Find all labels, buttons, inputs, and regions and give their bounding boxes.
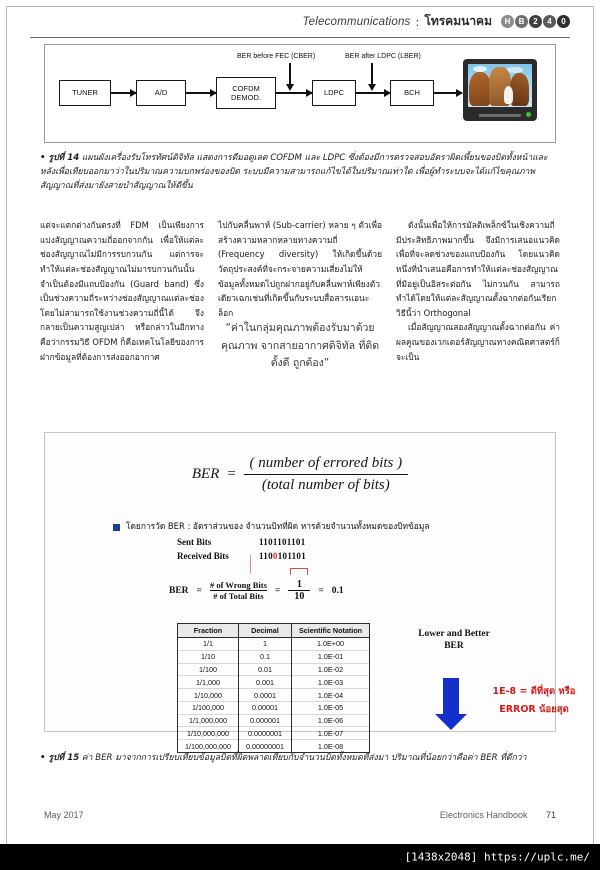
cell-decimal: 0.1: [238, 650, 291, 663]
ber-definition-line: [113, 521, 429, 533]
calc-result: 0.1: [331, 585, 344, 596]
received-bits-error-bit: 0: [272, 551, 278, 561]
page-footer: [44, 810, 556, 824]
cell-scientific: 1.0E-07: [291, 727, 369, 740]
bits-comparison: [177, 537, 306, 565]
received-bits-value: [259, 551, 306, 561]
figure-14-caption-label: • รูปที่ 14: [40, 153, 80, 163]
body-column-3-paragraph-1: ดังนั้นเพื่อให้การมัลติเพล็กซ์ในเชิงความถี่มีประสิทธิภาพมากขึ้น จึงมีการเสนอแนวคิดเพื่อที่จะลดช่วงของแถบป้องกัน โดยแนวคิดหนึ่งที่นำเสนอคือการทำให้แต่ละช่องสัญญาณที่มีอยู่เป็นอิสระต่อกัน ไม่กวนกัน สามารถทำได้โดยให้แต่ละสัญญาณตั้งฉากต่อกันเรียกวิธีนี้ว่า Orthogonal: [396, 220, 560, 318]
arrow-ad-to-cofdm: [186, 92, 216, 94]
error-bracket-icon: [290, 568, 308, 575]
tv-figure-white: [504, 86, 514, 103]
table-header-row: [178, 624, 370, 638]
tv-figure-left: [469, 72, 491, 106]
table-row: [178, 714, 370, 727]
body-columns: [40, 218, 560, 408]
bullet-square-icon: [113, 524, 120, 531]
arrow-cber-pointer: [289, 63, 291, 85]
cell-decimal: 1: [238, 638, 291, 651]
calc-denominator-words: # of Total Bits: [213, 591, 264, 602]
cell-fraction: 1/100,000: [178, 701, 239, 714]
cell-decimal: 0.0000001: [238, 727, 291, 740]
table-row: [178, 701, 370, 714]
table-row: [178, 689, 370, 702]
footer-issue-date: May 2017: [44, 810, 84, 820]
header-english-title: Telecommunications: [302, 15, 411, 28]
sent-bits-label: Sent Bits: [177, 537, 212, 547]
ber-formula-fraction: [244, 455, 409, 494]
badge-letter-3: 2: [529, 15, 542, 28]
figure-15-caption-text: ค่า BER มาจากการเปรียบเทียบข้อมูลบิตที่ผิดพลาดเทียบกับจำนวนบิตทั้งหมดที่ส่งมา ปริมาณที่น้อยกว่าคือค่า BER ที่ดีกว่า: [81, 753, 527, 763]
table-row: [178, 676, 370, 689]
body-column-1-text: แต่จะแตกต่างกันตรงที่ FDM เป็นเพียงการแบ่งสัญญาณความถี่ออกจากกัน เพื่อให้แต่ละช่องสัญญาณไม่มีการรบกวนกัน แต่การจะทำให้แต่ละช่องสัญญาณไม่มารบกวนกันนั้น จำเป็นต้องมีแถบป้องกัน (Guard band) ซึ่งเป็นช่วงความถี่ระหว่างช่องสัญญาณแต่ละช่องโดยไม่สามารถใช้งานช่วงความถี่นี้ได้ จึงกลายเป็นความสูญเปล่า หรือกล่าวในอีกทางคือว่ากรรมวิธี OFDM ก็คือเทคโนโลยีของการฝากข้อมูลที่ต้องการส่งออกอากาศ: [40, 220, 204, 362]
arrow-ldpc-to-bch: [356, 92, 390, 94]
table-row: [178, 650, 370, 663]
cell-decimal: 0.00000001: [238, 740, 291, 753]
calc-numerator-number: 1: [296, 579, 302, 590]
cell-scientific: 1.0E-04: [291, 689, 369, 702]
body-column-3-paragraph-2: เมื่อสัญญาณสองสัญญาณตั้งฉากต่อกัน ค่าผลคูณของเวกเตอร์สัญญาณทางคณิตศาสตร์ก็จะเป็น: [396, 322, 560, 362]
cell-scientific: 1.0E-03: [291, 676, 369, 689]
television-illustration: [463, 59, 537, 121]
tv-speaker-bar: [479, 114, 521, 117]
cell-fraction: 1/100: [178, 663, 239, 676]
header-title-group: [302, 12, 570, 31]
best-ber-note-line-1: 1E-8 = ดีที่สุด หรือ: [492, 686, 576, 697]
ber-formula-equals: =: [226, 466, 237, 483]
sent-bits-row: [177, 537, 306, 547]
block-tuner: TUNER: [59, 80, 111, 106]
cell-fraction: 1/100,000,000: [178, 740, 239, 753]
arrow-lber-pointer: [371, 63, 373, 85]
cell-fraction: 1/1: [178, 638, 239, 651]
tv-screen: [468, 64, 532, 107]
ber-formula: [45, 455, 555, 494]
table-row: [178, 663, 370, 676]
body-column-2-text: ไปกับคลื่นพาห์ (Sub-carrier) หลาย ๆ ตัวเพื่อสร้างความหลากหลายทางความถี่ (Frequency diversity) ให้เกิดขึ้นด้วยวัตถุประสงค์ที่จะกระจายความเสี่ยงไม่ให้ข้อมูลทั้งหมดไปถูกฝากอยู่กับคลื่นพาห์เพียงตัวเดียวเฉกเช่นที่เกิดขึ้นกับระบบสื่อสารแอนะล็อก: [218, 220, 382, 318]
calc-equals-1: =: [196, 585, 202, 596]
tv-cloud-left: [473, 66, 487, 72]
cell-fraction: 1/1,000: [178, 676, 239, 689]
figure-14-block-diagram: [44, 44, 556, 143]
figure-14-caption: [40, 152, 560, 194]
watermark-bar: [0, 844, 600, 870]
table-header-scientific: Scientific Notation: [291, 624, 369, 638]
tv-power-led: [526, 112, 531, 117]
figure-15-caption: [40, 752, 560, 766]
table-header-decimal: Decimal: [238, 624, 291, 638]
ber-formula-numerator: ( number of errored bits ): [249, 455, 403, 471]
table-row: [178, 740, 370, 753]
sent-bits-value: 1101101101: [259, 537, 306, 547]
cell-decimal: 0.001: [238, 676, 291, 689]
arrow-tuner-to-ad: [111, 92, 136, 94]
cell-scientific: 1.0E-01: [291, 650, 369, 663]
table-row: [178, 638, 370, 651]
footer-right-group: [440, 810, 556, 820]
arrow-cofdm-to-ldpc: [276, 92, 312, 94]
ber-formula-denominator: (total number of bits): [261, 477, 390, 494]
tv-figure-right: [510, 73, 529, 106]
ber-calculation: [169, 579, 344, 602]
calc-denominator-number: 10: [294, 591, 305, 603]
calc-numerator-words: # of Wrong Bits: [209, 580, 267, 590]
cell-fraction: 1/10,000,000: [178, 727, 239, 740]
cell-scientific: 1.0E+00: [291, 638, 369, 651]
cell-fraction: 1/10,000: [178, 689, 239, 702]
downward-arrow-icon: [443, 678, 459, 714]
annotation-cber: BER before FEC (CBER): [237, 53, 316, 60]
page-header: [30, 12, 570, 38]
table-body: [178, 638, 370, 753]
ber-notation-table: [177, 623, 370, 753]
cell-scientific: 1.0E-05: [291, 701, 369, 714]
ber-formula-lhs: BER: [191, 466, 220, 483]
body-column-1: [40, 218, 204, 408]
received-bits-suffix: 101101: [277, 551, 307, 561]
calc-equals-3: =: [318, 585, 324, 596]
calc-equals-2: =: [274, 585, 281, 596]
received-bits-prefix: 110: [259, 551, 273, 561]
received-bits-row: [177, 551, 306, 561]
figure-15-caption-label: • รูปที่ 15: [40, 753, 80, 763]
footer-publication: Electronics Handbook: [439, 810, 528, 820]
arrow-bch-to-tv: [434, 92, 462, 94]
header-separator: :: [415, 14, 420, 29]
badge-letter-5: 0: [557, 15, 570, 28]
badge-letter-2: B: [515, 15, 528, 28]
calc-lhs: BER: [169, 585, 189, 596]
received-bits-label: Received Bits: [177, 551, 229, 561]
calc-fraction-words: [210, 580, 267, 601]
lower-better-ber-note: Lower and Better BER: [418, 629, 490, 651]
block-ad: A/D: [136, 80, 186, 106]
best-ber-note: [469, 683, 599, 719]
magazine-badge: [501, 15, 570, 28]
table-header-fraction: Fraction: [178, 624, 239, 638]
cell-decimal: 0.00001: [238, 701, 291, 714]
cell-decimal: 0.01: [238, 663, 291, 676]
calc-fraction-numbers: [288, 579, 310, 602]
figure-14-caption-text: แผนผังเครื่องรับโทรทัศน์ดิจิทัล แสดงการดีมอดูเลต COFDM และ LDPC ซึ่งต้องมีการตรวจสอบอัตราผิดเพี้ยนของบิตทั้งหน้าและหลังเพื่อเทียบออกมาว่าในปริมาณความบกพร่องของบิต ระบบมีความสามารถแก้ไขได้ในปริมาณเท่าใด เพื่อผู้ทำระบบจะได้แก้ไขคุณภาพสัญญาณที่ส่งมายังสายบำสัญญาณให้ดีขึ้น: [40, 153, 548, 191]
block-ldpc: LDPC: [312, 80, 356, 106]
best-ber-note-line-2: ERROR น้อยสุด: [499, 704, 569, 716]
footer-page-number: 71: [545, 810, 556, 820]
header-thai-title: โทรคมนาคม: [424, 14, 492, 28]
header-divider: [30, 37, 570, 38]
body-column-2: [218, 218, 382, 408]
block-cofdm-demod: COFDM DEMOD.: [216, 77, 276, 109]
cell-fraction: 1/10: [178, 650, 239, 663]
block-bch: BCH: [390, 80, 434, 106]
figure-15-panel: [44, 432, 576, 751]
badge-letter-4: 4: [543, 15, 556, 28]
cell-scientific: 1.0E-02: [291, 663, 369, 676]
cell-decimal: 0.0001: [238, 689, 291, 702]
table-row: [178, 727, 370, 740]
error-bit-pointer: [250, 555, 251, 573]
cell-scientific: 1.0E-06: [291, 714, 369, 727]
ber-definition-text: โดยการวัด BER : อัตราส่วนของ จำนวนบิทที่ผิด หารด้วยจำนวนทั้งหมดของบิทข้อมูล: [126, 521, 430, 531]
annotation-lber: BER after LDPC (LBER): [345, 53, 421, 60]
cell-fraction: 1/1,000,000: [178, 714, 239, 727]
pull-quote: “ค่าในกลุ่มคุณภาพต้องรับมาด้วยคุณภาพ จากสายอากาศดิจิทัล ที่ติดตั้งดี ถูกต้อง”: [220, 322, 380, 370]
watermark-text: [1438x2048] https://uplc.me/: [404, 850, 590, 864]
cell-decimal: 0.000001: [238, 714, 291, 727]
body-column-3: [396, 218, 560, 408]
cell-scientific: 1.0E-08: [291, 740, 369, 753]
badge-letter-1: H: [501, 15, 514, 28]
